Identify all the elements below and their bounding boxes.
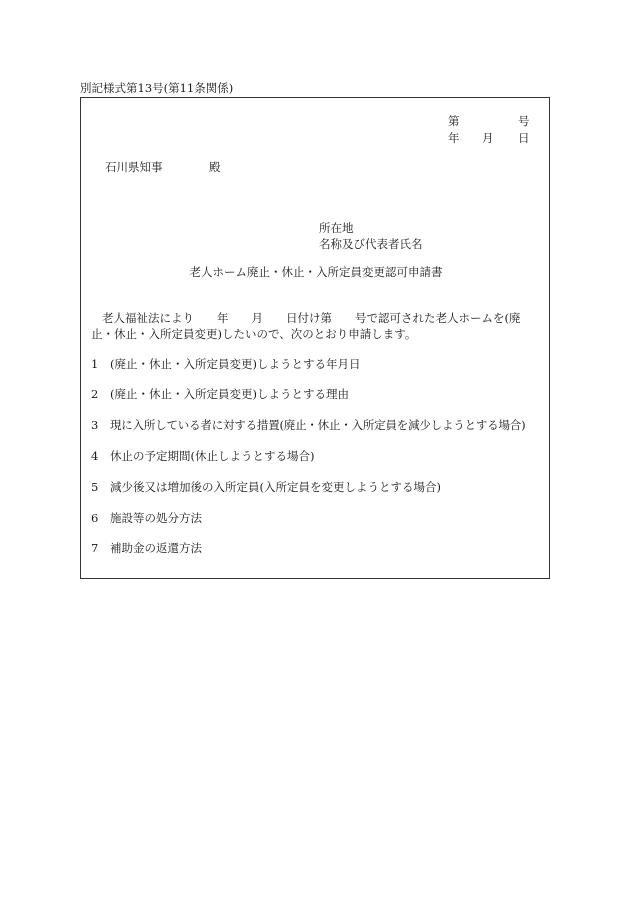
addressee-name: 石川県知事 (105, 160, 163, 174)
statement-line-2: 止・休止・入所定員変更)したいので、次のとおり申請します。 (91, 327, 417, 341)
item-number: 3 (91, 418, 99, 432)
list-item (91, 540, 202, 556)
item-number: 6 (91, 511, 99, 525)
applicant-block (319, 220, 423, 252)
addressee-honorific: 殿 (209, 160, 221, 174)
document-number-suffix: 号 (518, 114, 530, 128)
item-text: 現に入所している者に対する措置(廃止・休止・入所定員を減少しようとする場合) (110, 418, 526, 432)
date-day: 日 (518, 131, 530, 145)
item-number: 7 (91, 541, 99, 555)
item-number: 2 (91, 387, 99, 401)
document-number-label: 第 (448, 114, 460, 128)
date-month: 月 (482, 131, 494, 145)
item-text: 減少後又は増加後の入所定員(入所定員を変更しようとする場合) (110, 480, 441, 494)
form-number: 別記様式第13号(第11条関係) (80, 81, 234, 95)
applicant-address-label: 所在地 (319, 221, 354, 235)
item-text: 休止の予定期間(休止しようとする場合) (110, 449, 315, 463)
application-statement (91, 310, 543, 342)
list-item (91, 479, 441, 495)
application-form-frame (80, 97, 550, 579)
list-item (91, 356, 360, 372)
item-text: (廃止・休止・入所定員変更)しようとする理由 (110, 387, 349, 401)
date-year: 年 (448, 131, 460, 145)
applicant-name-label: 名称及び代表者氏名 (319, 237, 423, 251)
item-number: 1 (91, 357, 99, 371)
list-item (91, 386, 349, 402)
statement-line-1: 老人福祉法により 年 月 日付け第 号で認可された老人ホームを(廃 (102, 311, 521, 325)
addressee (105, 159, 221, 175)
item-text: 施設等の処分方法 (110, 511, 202, 525)
list-item (91, 448, 314, 464)
item-number: 4 (91, 449, 99, 463)
item-number: 5 (91, 480, 99, 494)
form-title: 老人ホーム廃止・休止・入所定員変更認可申請書 (189, 265, 443, 279)
item-text: (廃止・休止・入所定員変更)しようとする年月日 (110, 357, 361, 371)
item-text: 補助金の返還方法 (110, 541, 202, 555)
list-item (91, 510, 202, 526)
list-item (91, 417, 525, 433)
